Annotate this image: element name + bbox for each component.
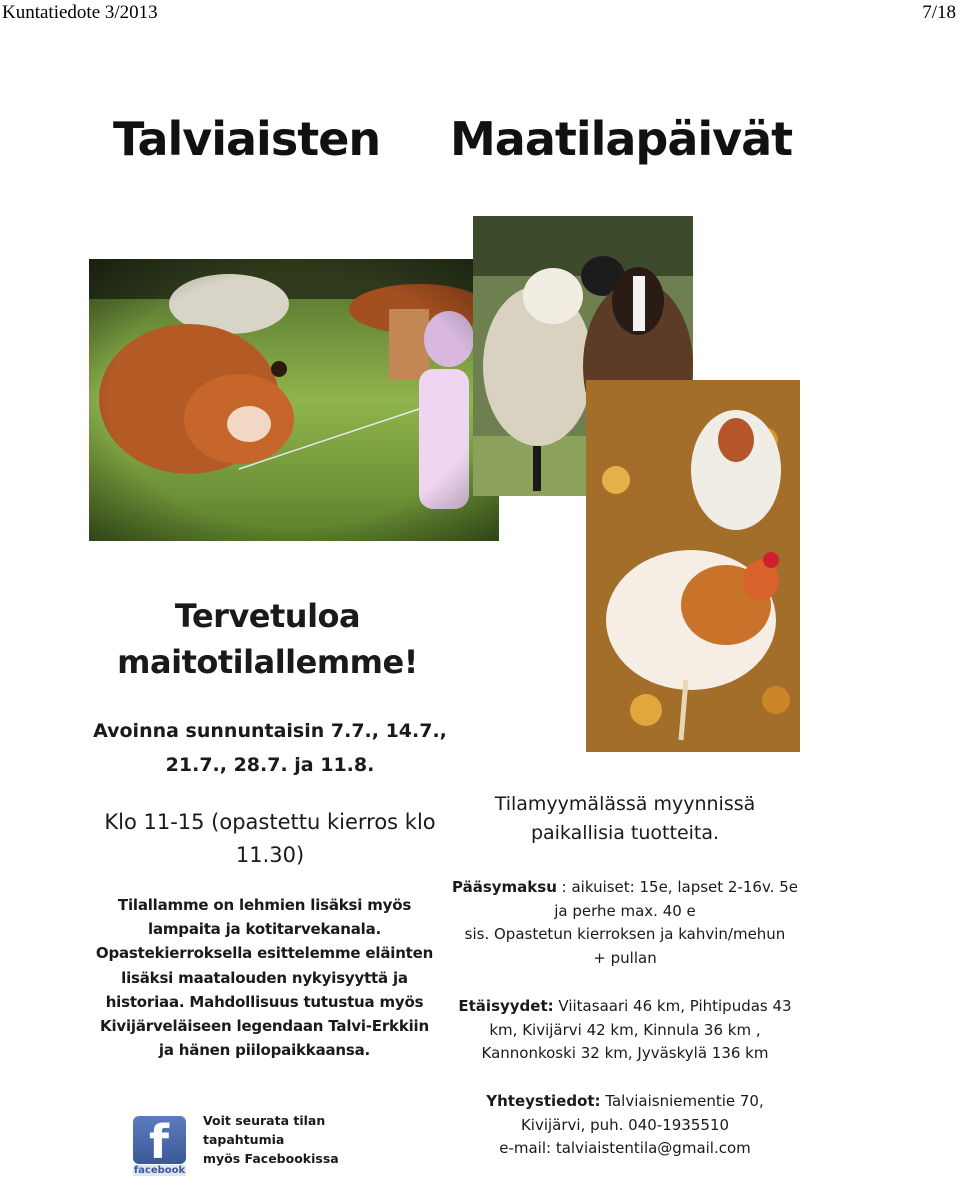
opening-hours-line-2: 11.30) [235, 843, 305, 867]
facebook-note-line-1: Voit seurata tilan [203, 1113, 326, 1128]
farm-description-line: Tilallamme on lehmien lisäksi myös [117, 896, 412, 914]
page-number: 7/18 [922, 2, 956, 23]
farm-description-line: lampaita ja kotitarvekanala. [148, 920, 381, 939]
distances-label: Etäisyydet: [458, 997, 554, 1015]
facebook-note-line-3: myös Facebookissa [203, 1151, 339, 1166]
admission-line-2: ja perhe max. 40 e [554, 901, 696, 920]
welcome-heading [95, 593, 440, 685]
farm-description-line: historiaa. Mahdollisuus tutustua myös [105, 992, 424, 1011]
facebook-logo-word: facebook [133, 1165, 186, 1176]
poster-title-word-1: Talviaisten [113, 112, 381, 166]
distances [445, 995, 805, 1066]
facebook-icon: f facebook [133, 1115, 186, 1176]
admission-line-4: + pullan [593, 948, 657, 967]
poster-title-word-2: Maatilapäivät [450, 112, 793, 166]
farm-shop-line-1: Tilamyymälässä myynnissä [494, 793, 756, 815]
distances-line-1: Viitasaari 46 km, Pihtipudas 43 [553, 997, 792, 1015]
farm-shop-note [470, 790, 780, 848]
page-header-left: Kuntatiedote 3/2013 [2, 2, 158, 23]
opening-dates-line-2: 21.7., 28.7. ja 11.8. [165, 754, 375, 776]
farm-description-line: Opastekierroksella esittelemme eläinten [95, 944, 434, 963]
contact-phone: Kivijärvi, puh. 040-1935510 [520, 1115, 730, 1134]
distances-line-2: km, Kivijärvi 42 km, Kinnula 36 km , [489, 1020, 761, 1039]
admission-fees [445, 876, 805, 970]
contact-info [470, 1090, 780, 1161]
farm-shop-line-2: paikallisia tuotteita. [530, 822, 720, 844]
contact-email: e-mail: talviaistentila@gmail.com [499, 1139, 751, 1157]
admission-label: Pääsymaksu [452, 878, 557, 896]
opening-dates-line-1: Avoinna sunnuntaisin 7.7., 14.7., [93, 720, 447, 742]
cows-photo [89, 259, 499, 541]
contact-label: Yhteystiedot: [486, 1092, 601, 1110]
opening-dates [80, 714, 460, 782]
admission-line-1: : aikuiset: 15e, lapset 2-16v. 5e [556, 878, 798, 896]
farm-description-line: Kivijärveläiseen legendaan Talvi-Erkkiin [100, 1017, 429, 1036]
welcome-line-2: maitotilallemme! [117, 643, 418, 681]
contact-address: Talviaisniementie 70, [600, 1092, 764, 1110]
opening-hours-line-1: Klo 11-15 (opastettu kierros klo [104, 810, 436, 834]
admission-line-3: sis. Opastetun kierroksen ja kahvin/mehun [464, 925, 786, 943]
farm-description [87, 893, 442, 1062]
distances-line-3: Kannonkoski 32 km, Jyväskylä 136 km [481, 1044, 769, 1062]
farm-description-line: ja hänen piilopaikkaansa. [158, 1041, 371, 1060]
welcome-line-1: Tervetuloa [174, 597, 361, 635]
opening-hours [85, 806, 455, 872]
facebook-note-line-2: tapahtumia [203, 1132, 285, 1147]
facebook-note [203, 1111, 343, 1168]
hens-photo [586, 380, 800, 752]
farm-description-line: lisäksi maatalouden nykyisyyttä ja [121, 968, 408, 987]
